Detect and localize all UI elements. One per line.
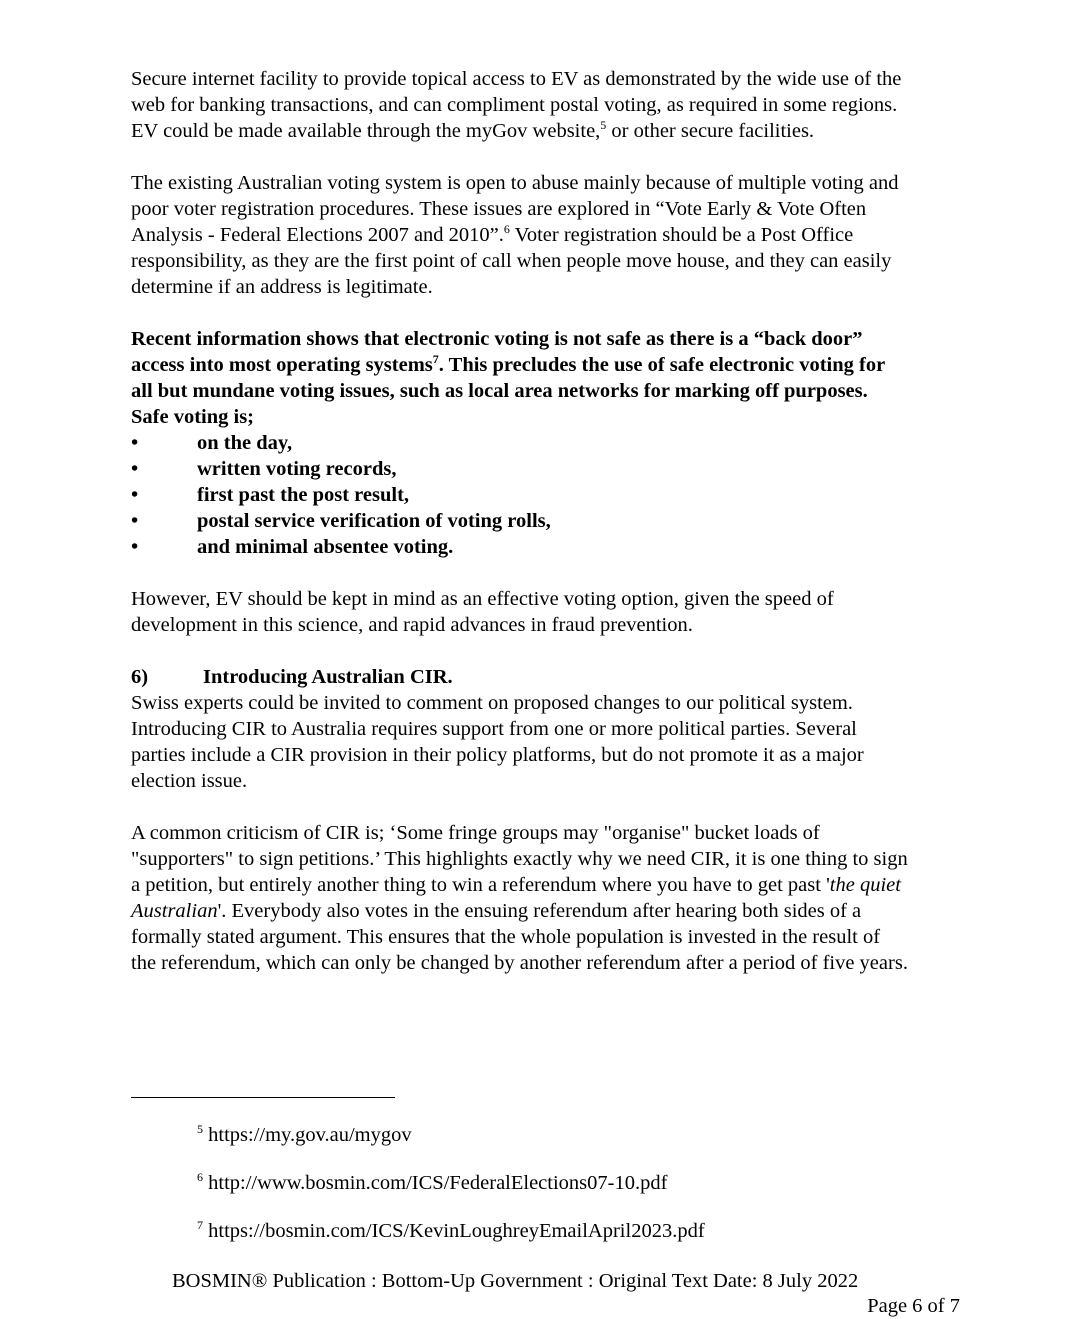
- section-title: Introducing Australian CIR.: [203, 666, 453, 688]
- footnote-ref[interactable]: 5: [600, 118, 607, 133]
- paragraph-electronic-voting-safety: [131, 326, 971, 560]
- text-line: formally stated argument. This ensures that the whole population is invested in the result of: [131, 926, 881, 948]
- text-segment: Voter registration should be a Post Office: [509, 224, 854, 246]
- bullet-item: [131, 430, 971, 456]
- italic-text: the quiet: [829, 874, 901, 896]
- bullet-icon: •: [131, 510, 139, 532]
- bullet-icon: •: [131, 484, 139, 506]
- paragraph-cir-criticism: [131, 820, 971, 976]
- text-line: Recent information shows that electronic voting is not safe as there is a “back door”: [131, 328, 863, 350]
- paragraph-voting-system-abuse: [131, 170, 971, 300]
- italic-text: Australian: [131, 900, 218, 922]
- bullet-text: and minimal absentee voting.: [197, 536, 454, 558]
- bullet-text: postal service verification of voting rolls,: [197, 510, 551, 532]
- text-line: development in this science, and rapid advances in fraud prevention.: [131, 614, 693, 636]
- bullet-item: [131, 456, 971, 482]
- footnote-separator: [131, 1097, 395, 1098]
- bullet-item: [131, 482, 971, 508]
- text-segment: a petition, but entirely another thing to win a referendum where you have to get past ': [131, 874, 830, 896]
- text-line: election issue.: [131, 770, 248, 792]
- text-line: Secure internet facility to provide topical access to EV as demonstrated by the wide use of the: [131, 68, 902, 90]
- footer-page-number: Page 6 of 7: [867, 1295, 960, 1317]
- section-number: 6): [131, 666, 149, 688]
- footnote-mark: 5: [197, 1122, 203, 1137]
- bullet-item: [131, 508, 971, 534]
- footnote-mark: 7: [197, 1218, 203, 1233]
- paragraph-ev-access: [131, 66, 971, 144]
- paragraph-ev-option: [131, 586, 971, 638]
- text-segment: access into most operating systems: [131, 354, 433, 376]
- bullet-text: first past the post result,: [197, 484, 410, 506]
- text-line: However, EV should be kept in mind as an effective voting option, given the speed of: [131, 588, 834, 610]
- bullet-text: written voting records,: [197, 458, 397, 480]
- bullet-item: [131, 534, 971, 560]
- text-line: "supporters" to sign petitions.’ This highlights exactly why we need CIR, it is one thing to sign: [131, 848, 908, 870]
- footnote: [197, 1170, 667, 1196]
- text-line: [131, 352, 971, 378]
- text-line: determine if an address is legitimate.: [131, 276, 433, 298]
- footnote-ref[interactable]: 6: [503, 222, 510, 237]
- text-line: poor voter registration procedures. These issues are explored in “Vote Early & Vote Often: [131, 198, 867, 220]
- text-line: [131, 118, 971, 144]
- text-line: Introducing CIR to Australia requires support from one or more political parties. Several: [131, 718, 857, 740]
- text-line: parties include a CIR provision in their policy platforms, but do not promote it as a major: [131, 744, 864, 766]
- footnote-link[interactable]: https://bosmin.com/ICS/KevinLoughreyEmailApril2023.pdf: [208, 1220, 705, 1242]
- footnote: [197, 1218, 705, 1244]
- text-segment: . This precludes the use of safe electronic voting for: [438, 354, 886, 376]
- footnote-mark: 6: [197, 1170, 203, 1185]
- text-line: The existing Australian voting system is open to abuse mainly because of multiple voting and: [131, 172, 899, 194]
- bullet-text: on the day,: [197, 432, 293, 454]
- text-line: all but mundane voting issues, such as local area networks for marking off purposes.: [131, 380, 868, 402]
- text-line: responsibility, as they are the first point of call when people move house, and they can easily: [131, 250, 892, 272]
- footnote: [197, 1122, 412, 1148]
- text-line: A common criticism of CIR is; ‘Some fringe groups may "organise" bucket loads of: [131, 822, 820, 844]
- footer-publication: BOSMIN® Publication : Bottom-Up Government : Original Text Date: 8 July 2022: [172, 1270, 859, 1292]
- text-line: Safe voting is;: [131, 406, 254, 428]
- bullet-icon: •: [131, 536, 139, 558]
- text-segment: or other secure facilities.: [606, 120, 815, 142]
- bullet-icon: •: [131, 458, 139, 480]
- text-segment: '. Everybody also votes in the ensuing referendum after hearing both sides of a: [217, 900, 862, 922]
- text-line: web for banking transactions, and can compliment postal voting, as required in some regions.: [131, 94, 898, 116]
- paragraph-swiss-experts: [131, 690, 971, 794]
- footnote-link[interactable]: https://my.gov.au/mygov: [208, 1124, 412, 1146]
- text-line: Swiss experts could be invited to comment on proposed changes to our political system.: [131, 692, 853, 714]
- text-line: [131, 222, 971, 248]
- text-line: [131, 898, 971, 924]
- bullet-icon: •: [131, 432, 139, 454]
- text-line: the referendum, which can only be changed by another referendum after a period of five years.: [131, 952, 908, 974]
- text-line: [131, 872, 971, 898]
- text-segment: Analysis - Federal Elections 2007 and 2010”.: [131, 224, 504, 246]
- footnote-ref[interactable]: 7: [432, 352, 439, 367]
- text-segment: EV could be made available through the myGov website,: [131, 120, 601, 142]
- footnote-link[interactable]: http://www.bosmin.com/ICS/FederalElections07-10.pdf: [208, 1172, 668, 1194]
- section-heading: [131, 664, 971, 690]
